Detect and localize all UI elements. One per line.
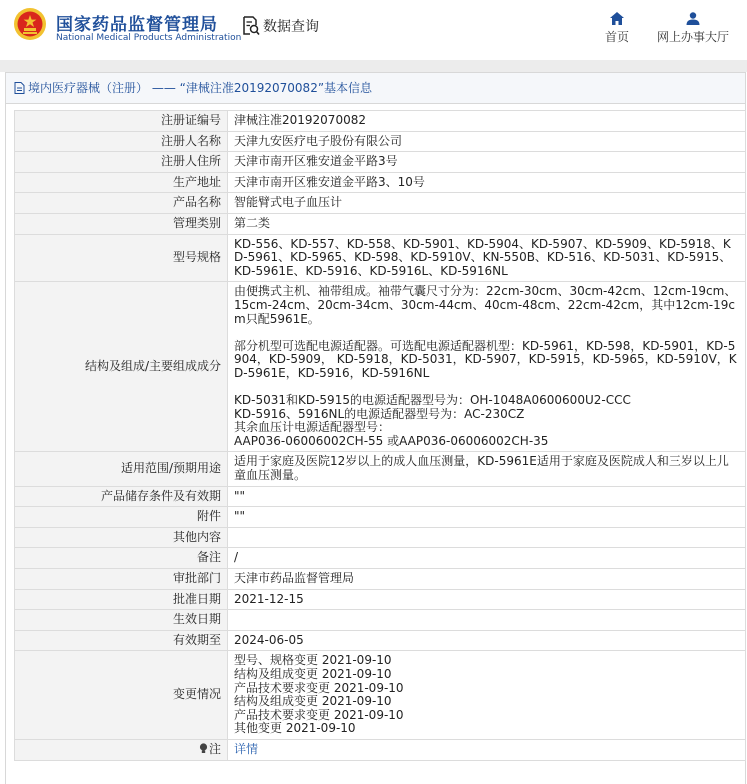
field-label: 附件 [15,507,228,528]
data-query-link[interactable] [242,16,319,36]
field-value: 由便携式主机、袖带组成。袖带气囊尺寸分为：22cm-30cm、30cm-42cm、12cm-19cm、15cm-24cm、20cm-34cm、30cm-44cm、40cm-48cm、22cm-42cm，其中12cm-19cm只配5961E。 部分机型可选配电源适配器。可选配电源适配器机型：KD-5961，KD-598，KD-5901，KD-5904，KD-5909， KD-5918，KD-5031，KD-5907，KD-5915，KD-5965，KD-5910V，KD-5961E，KD-5916，KD-5916NL KD-5031和KD-5915的电源适配器型号为：OH-1048A0600600U2-CCC KD-5916、5916NL的电源适配器型号为：AC-230CZ 其余血压计电源适配器型号： AAP036-06006002CH-55 或AAP036-06006002CH-35 [228,282,746,452]
field-value: 适用于家庭及医院12岁以上的成人血压测量，KD-5961E适用于家庭及医院成人和三岁以上儿童血压测量。 [228,452,746,486]
info-table [14,110,746,761]
table-row [15,486,746,507]
note-row [15,739,746,760]
national-emblem-logo [13,7,47,41]
field-value: "" [228,507,746,528]
field-label: 变更情况 [15,651,228,740]
breadcrumb [6,73,745,104]
field-value: 型号、规格变更 2021-09-10 结构及组成变更 2021-09-10 产品技术要求变更 2021-09-10 结构及组成变更 2021-09-10 产品技术要求变更 2021-09-10 其他变更 2021-09-10 [228,651,746,740]
field-value [228,610,746,631]
field-value [228,739,746,760]
field-value: "" [228,486,746,507]
table-row [15,152,746,173]
lightbulb-icon [199,743,208,754]
field-value: 津械注准20192070082 [228,111,746,132]
field-value: KD-556、KD-557、KD-558、KD-5901、KD-5904、KD-5907、KD-5909、KD-5918、KD-5961、KD-5965、KD-598、KD-5910V、KN-550B、KD-516、KD-5031、KD-5915、KD-5961E、KD-5916、KD-5916L、KD-5916NL [228,234,746,282]
table-row [15,548,746,569]
detail-panel [5,72,746,784]
table-row [15,651,746,740]
table-row [15,131,746,152]
field-value: 天津市药品监督管理局 [228,569,746,590]
details-link[interactable]: 详情 [234,741,259,756]
info-table-wrapper [14,110,746,761]
data-query-label: 数据查询 [263,19,319,35]
table-row [15,111,746,132]
field-value: 2024-06-05 [228,630,746,651]
field-label: 产品名称 [15,193,228,214]
field-label: 型号规格 [15,234,228,282]
header-divider-band [0,60,747,72]
field-label: 注册证编号 [15,111,228,132]
brand-title: 国家药品监督管理局 [56,15,218,35]
field-value: 第二类 [228,213,746,234]
field-label [15,739,228,760]
nav-home-label: 首页 [605,30,630,44]
user-icon [686,12,700,25]
field-label: 有效期至 [15,630,228,651]
field-label: 注册人住所 [15,152,228,173]
field-label: 备注 [15,548,228,569]
field-label: 审批部门 [15,569,228,590]
field-label: 结构及组成/主要组成成分 [15,282,228,452]
table-row [15,193,746,214]
search-document-icon [242,16,260,36]
field-label: 生效日期 [15,610,228,631]
table-row [15,452,746,486]
field-value [228,527,746,548]
table-row [15,610,746,631]
field-value: / [228,548,746,569]
site-header [0,0,747,60]
table-row [15,507,746,528]
field-label: 生产地址 [15,172,228,193]
table-row [15,172,746,193]
field-value: 2021-12-15 [228,589,746,610]
field-value: 智能臂式电子血压计 [228,193,746,214]
note-label: 注 [208,741,221,756]
table-row [15,630,746,651]
field-label: 产品储存条件及有效期 [15,486,228,507]
nav-home[interactable] [605,12,629,45]
table-row [15,213,746,234]
field-label: 管理类别 [15,213,228,234]
brand-subtitle: National Medical Products Administration [56,33,242,43]
field-value: 天津九安医疗电子股份有限公司 [228,131,746,152]
table-row [15,527,746,548]
table-row [15,282,746,452]
field-label: 注册人名称 [15,131,228,152]
table-row [15,234,746,282]
table-row [15,569,746,590]
nav-online-service-label: 网上办事大厅 [657,30,730,44]
document-icon [14,82,25,94]
field-label: 其他内容 [15,527,228,548]
home-icon [610,12,624,25]
table-row [15,589,746,610]
field-value: 天津市南开区雅安道金平路3号 [228,152,746,173]
nav-online-service[interactable] [657,12,729,45]
field-label: 批准日期 [15,589,228,610]
field-label: 适用范围/预期用途 [15,452,228,486]
field-value: 天津市南开区雅安道金平路3、10号 [228,172,746,193]
breadcrumb-text: 境内医疗器械（注册） —— “津械注准20192070082”基本信息 [28,81,373,95]
